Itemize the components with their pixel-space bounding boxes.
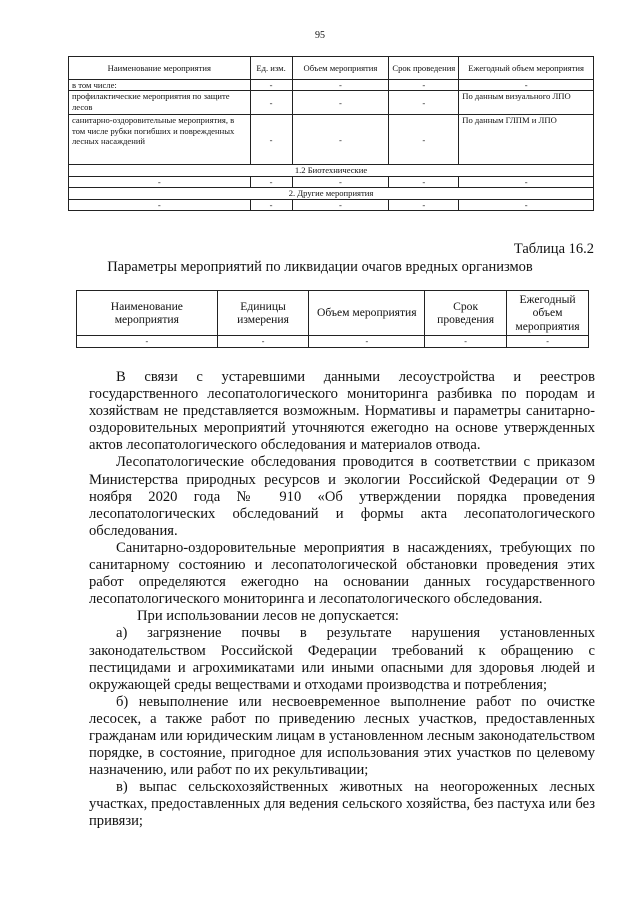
table-cell: -	[389, 199, 459, 210]
table-cell: -	[292, 91, 389, 115]
section-row	[69, 188, 594, 199]
table-cell: -	[389, 80, 459, 91]
table-cell: -	[292, 80, 389, 91]
header-cell: Наименование мероприятия	[77, 291, 218, 336]
table-cell: санитарно-оздоровительные мероприятия, в том числе рубки погибших и поврежденных лесных насаждений	[69, 115, 251, 165]
table-cell: -	[69, 199, 251, 210]
paragraph: Лесопатологические обследования проводится в соответствии с приказом Министерства природных ресурсов и экологии Российской Федерации от 9 ноября 2020 года № 910 «Об утверждении порядка проведения лесопатологических обследований и формы акта лесопатологического обследования.	[89, 454, 595, 539]
measures-table	[68, 56, 594, 211]
header-cell: Объем мероприятия	[292, 57, 389, 80]
table-cell: -	[250, 80, 292, 91]
table-cell: -	[217, 336, 309, 348]
header-cell: Ежегодный объем мероприятия	[459, 57, 594, 80]
header-cell: Ежегодный объем мероприятия	[507, 291, 589, 336]
table-header-row	[77, 291, 589, 336]
header-cell: Ед. изм.	[250, 57, 292, 80]
table-row	[69, 199, 594, 210]
table-row	[69, 80, 594, 91]
header-cell: Объем мероприятия	[309, 291, 425, 336]
table-cell: -	[250, 115, 292, 165]
section-title: 1.2 Биотехнические	[69, 165, 594, 176]
table-cell: -	[389, 176, 459, 187]
table-cell: -	[389, 91, 459, 115]
parameters-table	[76, 290, 589, 348]
table-cell: По данным ГЛПМ и ЛПО	[459, 115, 594, 165]
header-cell: Срок проведения	[389, 57, 459, 80]
paragraph: В связи с устаревшими данными лесоустройства и реестров государственного лесопатологического мониторинга разбивка по породам и хозяйствам не представляется возможным. Нормативы и параметры санитарно-оздоровительных мероприятий уточняются ежегодно на основе утвержденных актов лесопатологического обследования и материалов отвода.	[89, 369, 595, 454]
table-cell: -	[309, 336, 425, 348]
table-cell: -	[507, 336, 589, 348]
page-number: 95	[315, 30, 325, 41]
table-cell: -	[292, 199, 389, 210]
table-row	[69, 91, 594, 115]
table-cell: -	[459, 80, 594, 91]
table-cell: -	[292, 176, 389, 187]
table-row	[69, 176, 594, 187]
table-header-row	[69, 57, 594, 80]
section-row	[69, 165, 594, 176]
header-cell: Срок проведения	[425, 291, 507, 336]
table-cell: -	[389, 115, 459, 165]
paragraph: Санитарно-оздоровительные мероприятия в насаждениях, требующих по санитарному состоянию и лесопатологической обстановки проведения этих работ определяются ежегодно на основании данных государственного лесопатологического мониторинга и лесопатологического обследования.	[89, 539, 595, 608]
list-item: а) загрязнение почвы в результате нарушения установленных законодательством Российской Федерации требований к обращению с пестицидами и агрохимикатами или иными опасными для здоровья людей и окружающей среды веществами и отходами производства и потребления;	[89, 625, 595, 693]
table-title: Параметры мероприятий по ликвидации очагов вредных организмов	[107, 259, 533, 275]
table-cell: -	[69, 176, 251, 187]
section-title: 2. Другие мероприятия	[69, 188, 594, 199]
table-cell: -	[459, 199, 594, 210]
table-cell: -	[77, 336, 218, 348]
table-cell: профилактические мероприятия по защите лесов	[69, 91, 251, 115]
table-cell: По данным визуального ЛПО	[459, 91, 594, 115]
header-cell: Наименование мероприятия	[69, 57, 251, 80]
table-cell: -	[292, 115, 389, 165]
header-cell: Единицы измерения	[217, 291, 309, 336]
table-row	[69, 115, 594, 165]
table-cell: -	[250, 199, 292, 210]
body-text	[89, 369, 595, 831]
table-cell: -	[250, 176, 292, 187]
table-cell: -	[459, 176, 594, 187]
table-label: Таблица 16.2	[513, 241, 594, 257]
list-item: б) невыполнение или несвоевременное выполнение работ по очистке лесосек, а также работ по приведению лесных участков, предоставленных гражданам или юридическим лицам в установленном лесным законодательством порядке, в состояние, пригодное для использования этих участков по целевому назначению, или работ по их рекультивации;	[89, 693, 595, 779]
table-cell: в том числе:	[69, 80, 251, 91]
table-cell: -	[425, 336, 507, 348]
table-cell: -	[250, 91, 292, 115]
list-item: в) выпас сельскохозяйственных животных на неогороженных лесных участках, предоставленных для ведения сельского хозяйства, без пастуха или без привязи;	[89, 779, 595, 830]
table-row	[77, 336, 589, 348]
paragraph: При использовании лесов не допускается:	[137, 608, 399, 625]
